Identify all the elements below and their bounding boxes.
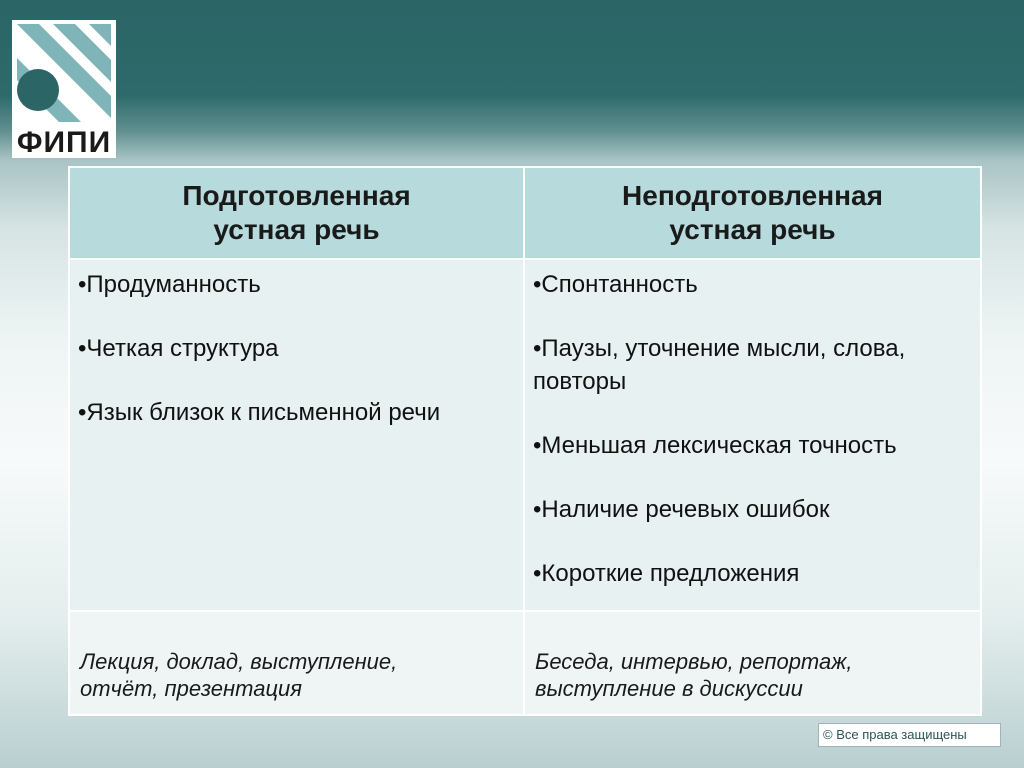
header-prepared	[69, 167, 524, 259]
list-item: •Спонтанность	[533, 271, 698, 298]
example-line: Беседа, интервью, репортаж,	[535, 649, 853, 674]
header-line: устная речь	[213, 214, 380, 245]
list-item: •Язык близок к письменной речи	[78, 399, 441, 426]
fipi-emblem-icon	[17, 24, 111, 122]
header-line: Подготовленная	[182, 180, 411, 211]
example-line: отчёт, презентация	[80, 676, 303, 701]
header-line: устная речь	[669, 214, 836, 245]
prepared-features	[69, 259, 524, 611]
header-line: Неподготовленная	[622, 180, 883, 211]
example-line: выступление в дискуссии	[535, 676, 803, 701]
prepared-examples	[69, 611, 524, 715]
copyright-badge: © Все права защищены	[818, 723, 1001, 747]
list-item: •Продуманность	[78, 271, 261, 298]
unprepared-features	[524, 259, 981, 611]
logo-text: ФИПИ	[16, 126, 112, 159]
comparison-table	[68, 166, 982, 716]
list-item: •Четкая структура	[78, 335, 279, 362]
fipi-logo	[12, 20, 116, 158]
example-line: Лекция, доклад, выступление,	[80, 649, 398, 674]
header-unprepared	[524, 167, 981, 259]
list-item: •Короткие предложения	[533, 560, 800, 587]
unprepared-examples	[524, 611, 981, 715]
list-item: •Наличие речевых ошибок	[533, 496, 830, 523]
list-item: •Паузы, уточнение мысли, слова, повторы	[533, 335, 906, 395]
list-item: •Меньшая лексическая точность	[533, 432, 897, 459]
